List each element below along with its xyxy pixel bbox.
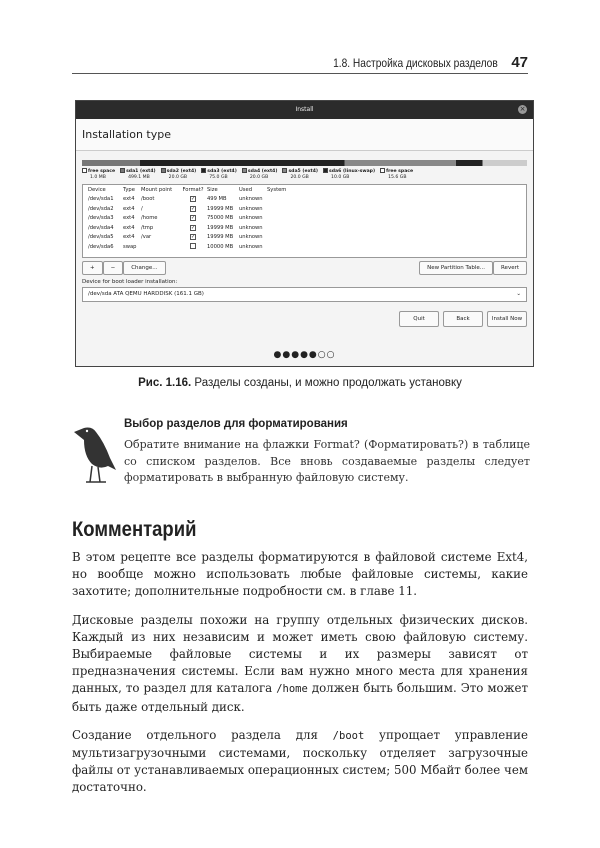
running-header — [72, 52, 528, 74]
size-cell: 19999 MB — [207, 224, 234, 231]
type-cell: ext4 — [123, 196, 135, 203]
format-checkbox[interactable]: ✓ — [191, 196, 196, 203]
size-cell: 19999 MB — [207, 234, 234, 241]
legend-name: sda6 (linux-swap) — [329, 169, 376, 174]
legend-size: 20.0 GB — [290, 175, 309, 180]
legend-item — [120, 168, 156, 181]
legend-item — [380, 168, 413, 181]
type-cell: ext4 — [123, 215, 135, 222]
progress-dot: ● — [300, 350, 309, 360]
type-cell: swap — [123, 243, 137, 250]
legend-item — [161, 168, 197, 181]
used-cell: unknown — [239, 196, 263, 203]
inline-code: /home — [276, 683, 308, 696]
legend-size: 75.0 GB — [209, 175, 228, 180]
column-header[interactable]: Format? — [182, 186, 204, 193]
close-icon[interactable]: × — [519, 105, 526, 113]
revert-button[interactable]: Revert — [493, 261, 527, 275]
legend-name: sda2 (ext4) — [166, 169, 197, 174]
note-title: Выбор разделов для форматирования — [124, 418, 348, 430]
table-row[interactable] — [83, 242, 526, 252]
device-cell: /dev/sda4 — [88, 224, 114, 231]
legend-name: free space — [386, 169, 414, 174]
legend-swatch — [201, 168, 206, 173]
device-cell: /dev/sda3 — [88, 215, 114, 222]
format-checkbox[interactable]: ✓ — [191, 215, 196, 222]
format-checkbox[interactable]: ✓ — [191, 234, 196, 241]
text-segment: Дисковые разделы похожи на группу отдельных физических дисков. Каждый из них независим и может иметь свою файловую систему. Выбираемые файловые системы и их размеры зависят от предназначения системы. Если вам нужно много места для хранения данных, то раздел для каталога — [72, 612, 528, 696]
note-text: Обратите внимание на флажки Format? (Форматировать?) в таблице со списком разделов. Все вновь создаваемые разделы следует форматировать в выбранную файловую систему. — [124, 438, 530, 484]
used-cell: unknown — [239, 234, 263, 241]
progress-dot: ● — [291, 350, 301, 360]
progress-dot: ○ — [326, 350, 336, 360]
paragraph — [72, 549, 528, 601]
legend-swatch — [161, 168, 166, 173]
progress-dot: ● — [273, 350, 283, 360]
section-title-header: 1.8. Настройка дисковых разделов — [332, 55, 498, 70]
progress-dot: ○ — [317, 350, 327, 360]
legend-name: sda5 (ext4) — [288, 169, 319, 174]
add-partition-button[interactable]: + — [82, 261, 103, 275]
table-row[interactable] — [83, 223, 526, 233]
paragraph — [72, 612, 528, 716]
boot-device-value: /dev/sda ATA QEMU HARDDISK (161.1 GB) — [88, 291, 204, 297]
mount-cell: /tmp — [141, 224, 154, 231]
device-cell: /dev/sda6 — [88, 243, 114, 250]
column-header[interactable]: Size — [207, 186, 218, 193]
table-row[interactable] — [83, 195, 526, 205]
legend-item — [82, 168, 115, 181]
back-button[interactable]: Back — [443, 311, 483, 327]
title-bar — [76, 101, 533, 119]
legend-size: 15.6 GB — [388, 175, 407, 180]
legend-size: 20.0 GB — [249, 175, 269, 180]
legend-swatch — [323, 168, 328, 173]
format-checkbox[interactable]: ✓ — [191, 224, 196, 231]
paragraph — [72, 727, 528, 797]
device-cell: /dev/sda1 — [88, 196, 114, 203]
size-cell: 10000 MB — [207, 243, 234, 250]
used-cell: unknown — [239, 215, 263, 222]
mount-cell: /var — [141, 234, 152, 241]
caption-text: Разделы созданы, и можно продолжать установку — [194, 377, 462, 389]
legend-name: sda3 (ext4) — [207, 169, 237, 174]
chevron-down-icon: ⌄ — [516, 291, 521, 297]
legend-swatch — [380, 168, 385, 173]
progress-dots — [76, 350, 533, 360]
progress-dot: ● — [308, 350, 318, 360]
quit-button[interactable]: Quit — [399, 311, 439, 327]
type-cell: ext4 — [123, 224, 135, 231]
text-segment: В этом рецепте все разделы форматируются в файловой системе Ext4, но вообще можно использовать любые файловые системы, какие захотите; дополнительные подробности см. в главе 11. — [72, 550, 528, 599]
used-cell: unknown — [239, 224, 263, 231]
boot-loader-label: Device for boot loader installation: — [82, 279, 178, 285]
legend-size: 20.0 GB — [168, 175, 188, 180]
legend-item — [201, 168, 237, 181]
crow-icon — [70, 420, 120, 490]
body-text — [72, 549, 528, 808]
legend-name: free space — [88, 169, 116, 174]
legend-item — [323, 168, 375, 181]
type-cell: ext4 — [123, 234, 135, 241]
legend-item — [242, 168, 278, 181]
legend-size: 499.1 MB — [128, 175, 150, 180]
format-checkbox[interactable] — [190, 243, 196, 249]
table-row[interactable] — [83, 204, 526, 214]
device-cell: /dev/sda2 — [88, 205, 114, 212]
device-cell: /dev/sda5 — [88, 234, 114, 241]
legend-size: 1.0 MB — [90, 175, 106, 180]
text-segment: упрощает управление мультизагрузочными системами, поскольку отделяет загрузочные файлы от устанавливаемых операционных систем; 500 Мбайт более чем достаточно. — [72, 727, 528, 795]
legend-item — [282, 168, 318, 181]
change-button[interactable]: Change... — [123, 261, 165, 275]
size-cell: 499 MB — [207, 196, 227, 203]
column-header[interactable]: Used — [239, 186, 252, 193]
remove-partition-button[interactable]: − — [103, 261, 124, 275]
size-cell: 19999 MB — [207, 205, 234, 212]
column-header[interactable]: System — [267, 186, 287, 193]
used-cell: unknown — [239, 205, 263, 212]
type-cell: ext4 — [123, 205, 135, 212]
window-title: Install — [295, 106, 314, 113]
install-now-button[interactable]: Install Now — [487, 311, 527, 327]
text-segment: Создание отдельного раздела для — [72, 727, 333, 742]
section-heading: Комментарий — [72, 518, 197, 541]
mount-cell: /home — [141, 215, 158, 222]
legend-name: sda4 (ext4) — [247, 169, 278, 174]
table-header — [83, 185, 526, 195]
figure-caption — [0, 377, 600, 389]
legend-swatch — [120, 168, 125, 173]
new-partition-table-button[interactable]: New Partition Table... — [419, 261, 493, 275]
used-cell: unknown — [239, 243, 263, 250]
page-number: 47 — [511, 54, 528, 71]
partition-table[interactable] — [82, 184, 527, 258]
legend-name: sda1 (ext4) — [126, 169, 156, 174]
installer-screenshot — [75, 100, 534, 367]
legend-swatch — [82, 168, 87, 173]
legend-swatch — [242, 168, 247, 173]
column-header[interactable]: Mount point — [141, 186, 173, 193]
format-checkbox[interactable]: ✓ — [191, 205, 196, 212]
table-row[interactable] — [83, 214, 526, 224]
progress-dot: ● — [282, 350, 292, 360]
inline-code: /boot — [332, 729, 365, 742]
mount-cell: / — [141, 205, 143, 212]
table-row[interactable] — [83, 233, 526, 243]
mount-cell: /boot — [141, 196, 155, 203]
installation-type-heading: Installation type — [76, 119, 533, 151]
legend-swatch — [282, 168, 287, 173]
text-segment: должен быть большим. Это может быть даже отдельный диск. — [72, 681, 528, 714]
legend-size: 10.0 GB — [331, 175, 350, 180]
partition-legend — [76, 166, 533, 183]
column-header[interactable]: Type — [123, 186, 135, 193]
column-header[interactable]: Device — [88, 186, 106, 193]
size-cell: 75000 MB — [207, 215, 234, 222]
boot-device-select[interactable] — [82, 287, 527, 302]
caption-label: Рис. 1.16. — [138, 377, 192, 389]
